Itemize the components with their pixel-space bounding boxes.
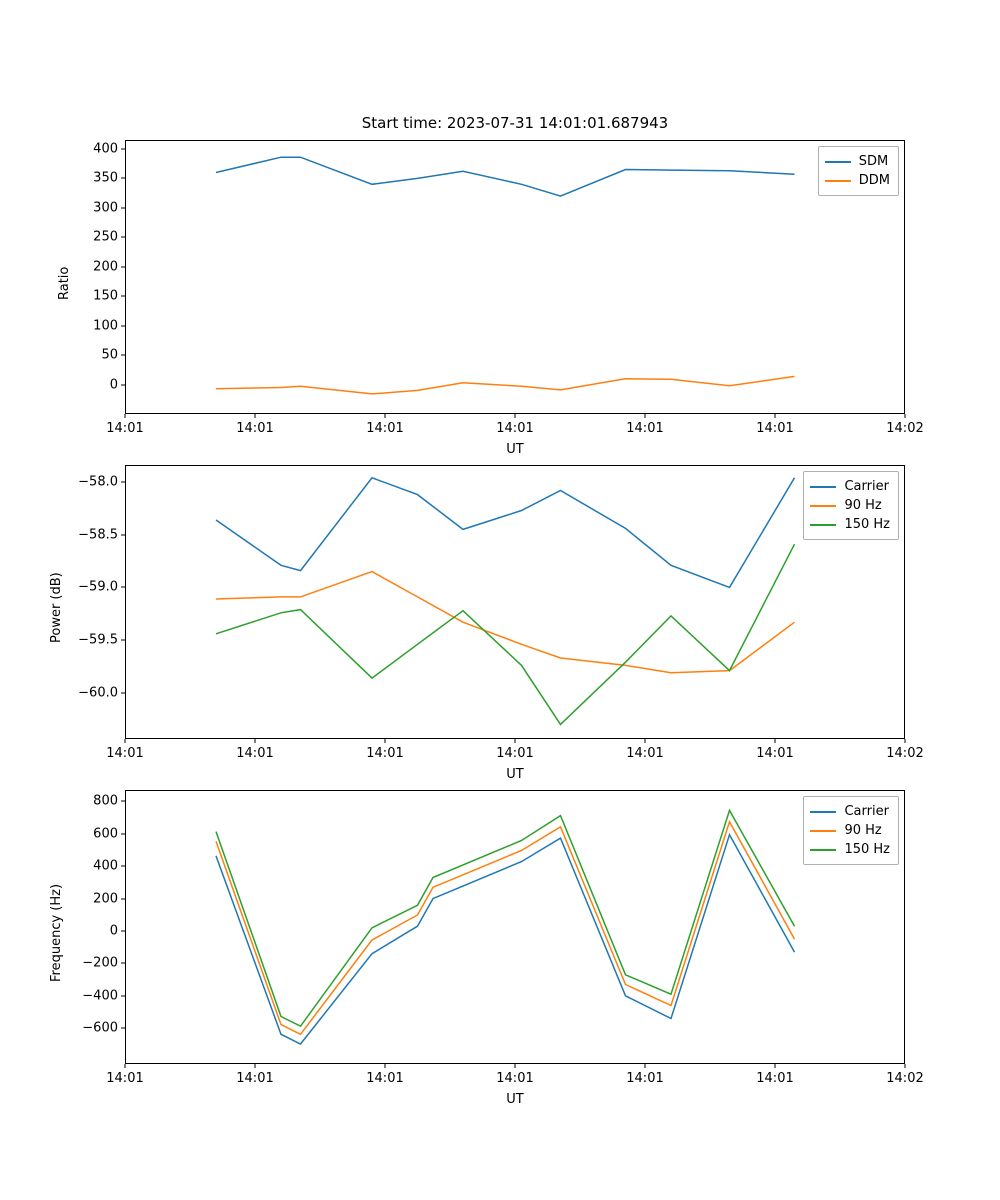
plot-title: Start time: 2023-07-31 14:01:01.687943 <box>361 114 669 132</box>
legend-label: 150 Hz <box>844 842 890 857</box>
ytick-label: 250 <box>93 229 118 245</box>
ytick-label: −200 <box>82 955 118 971</box>
series-line-150hz <box>216 810 795 1026</box>
ytick-label: 300 <box>93 200 118 216</box>
legend-item <box>810 477 890 496</box>
legend-item <box>825 171 890 190</box>
ytick-label: 100 <box>93 318 118 334</box>
series-line-carrier <box>216 478 795 588</box>
legend-swatch-150hz <box>810 849 836 851</box>
legend-item <box>825 152 890 171</box>
xtick-label: 14:01 <box>366 421 404 436</box>
ytick-label: 150 <box>93 288 118 304</box>
xtick-label: 14:01 <box>106 746 144 761</box>
ytick-label: 600 <box>93 826 118 842</box>
legend-label: Carrier <box>844 804 889 819</box>
legend-panel-frequency <box>803 796 899 865</box>
legend-swatch-carrier <box>810 811 836 813</box>
xtick-label: 14:02 <box>886 746 924 761</box>
y-axis-label: Power (dB) <box>49 572 64 643</box>
legend-label: 90 Hz <box>844 498 882 513</box>
ytick-label: −60.0 <box>78 685 118 701</box>
legend-label: Carrier <box>844 479 889 494</box>
xtick-label: 14:01 <box>756 1071 794 1086</box>
xtick-label: 14:01 <box>366 746 404 761</box>
series-line-150hz <box>216 544 795 724</box>
legend-swatch-carrier <box>810 486 836 488</box>
ytick-label: 200 <box>93 259 118 275</box>
x-axis-label: UT <box>506 1092 524 1107</box>
legend-label: 90 Hz <box>844 823 882 838</box>
series-line-ddm <box>216 376 795 394</box>
xtick-label: 14:01 <box>236 421 274 436</box>
ytick-label: 0 <box>109 923 118 939</box>
legend-item <box>810 840 890 859</box>
legend-label: DDM <box>858 173 890 188</box>
series-line-90hz <box>216 822 795 1035</box>
series-lines-power <box>125 465 905 739</box>
legend-label: SDM <box>858 154 889 169</box>
xtick-label: 14:01 <box>236 1071 274 1086</box>
legend-swatch-150hz <box>810 524 836 526</box>
legend-item <box>810 821 890 840</box>
legend-item <box>810 515 890 534</box>
ytick-label: 400 <box>93 858 118 874</box>
legend-panel-ratio <box>818 146 899 196</box>
ytick-label: −600 <box>82 1020 118 1036</box>
panel-ratio <box>57 114 924 457</box>
xtick-label: 14:01 <box>626 1071 664 1086</box>
xtick-label: 14:01 <box>496 746 534 761</box>
ytick-label: 50 <box>101 347 118 363</box>
x-axis-label: UT <box>506 767 524 782</box>
legend-swatch-90hz <box>810 830 836 832</box>
ytick-label: −59.5 <box>78 632 118 648</box>
x-axis-label: UT <box>506 442 524 457</box>
y-axis-label: Ratio <box>57 266 72 300</box>
xtick-label: 14:01 <box>756 421 794 436</box>
y-axis-label: Frequency (Hz) <box>49 883 64 982</box>
panel-frequency <box>49 790 924 1107</box>
xtick-label: 14:01 <box>106 421 144 436</box>
series-line-carrier <box>216 835 795 1044</box>
ytick-label: 800 <box>93 793 118 809</box>
ytick-label: −400 <box>82 988 118 1004</box>
xtick-label: 14:01 <box>106 1071 144 1086</box>
series-line-90hz <box>216 572 795 673</box>
series-lines-ratio <box>125 140 905 414</box>
legend-swatch-sdm <box>825 161 851 163</box>
xtick-label: 14:01 <box>366 1071 404 1086</box>
xtick-label: 14:01 <box>496 421 534 436</box>
xtick-label: 14:01 <box>756 746 794 761</box>
ytick-label: 350 <box>93 170 118 186</box>
xtick-label: 14:01 <box>626 421 664 436</box>
ytick-label: −59.0 <box>78 579 118 595</box>
legend-panel-power <box>803 471 899 540</box>
panel-power <box>49 465 924 782</box>
xtick-label: 14:01 <box>626 746 664 761</box>
xtick-label: 14:02 <box>886 421 924 436</box>
ytick-label: 0 <box>109 377 118 393</box>
series-lines-frequency <box>125 790 905 1064</box>
legend-label: 150 Hz <box>844 517 890 532</box>
ytick-label: −58.0 <box>78 474 118 490</box>
legend-item <box>810 496 890 515</box>
series-line-sdm <box>216 157 795 196</box>
ytick-label: 400 <box>93 141 118 157</box>
xtick-label: 14:01 <box>236 746 274 761</box>
legend-swatch-ddm <box>825 180 851 182</box>
xtick-label: 14:02 <box>886 1071 924 1086</box>
legend-item <box>810 802 890 821</box>
legend-swatch-90hz <box>810 505 836 507</box>
ytick-label: 200 <box>93 891 118 907</box>
ytick-label: −58.5 <box>78 527 118 543</box>
xtick-label: 14:01 <box>496 1071 534 1086</box>
